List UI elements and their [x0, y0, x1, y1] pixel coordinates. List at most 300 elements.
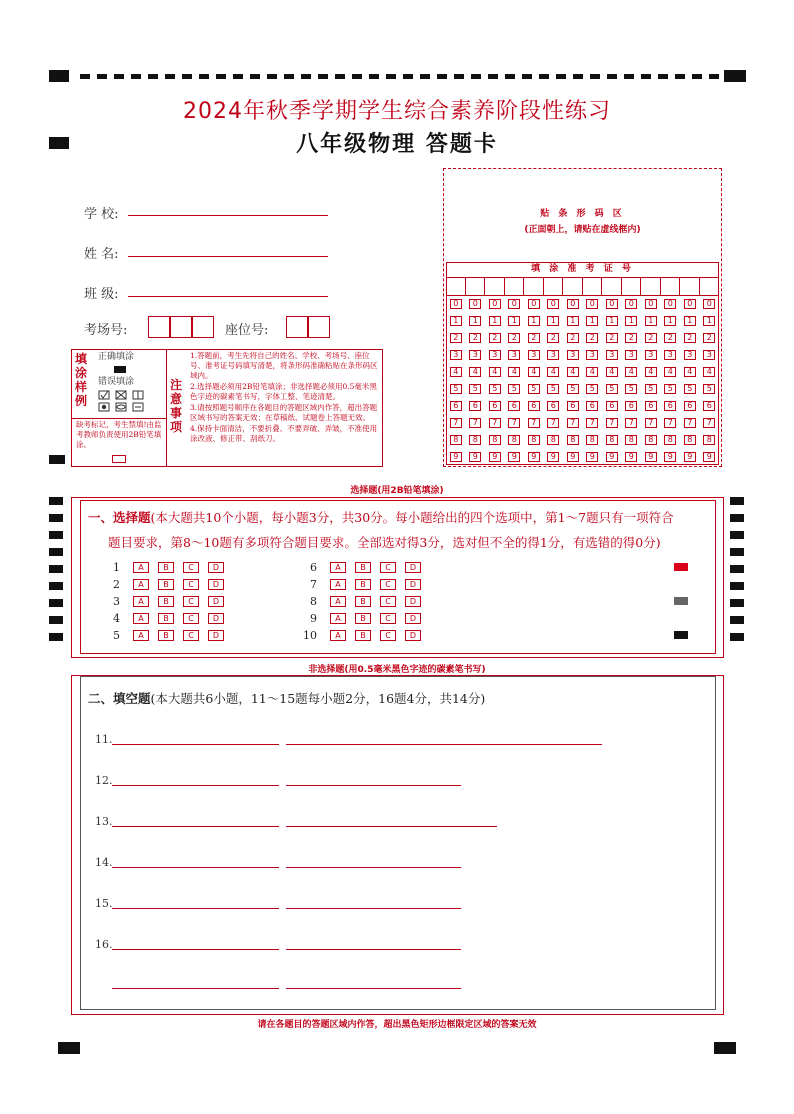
- right-timing-mark: [730, 599, 744, 607]
- exam-id-bubble[interactable]: 4: [547, 367, 559, 377]
- missing-note: 缺考标记，考生禁填!由监考教师负责使用2B铅笔填涂。: [76, 420, 162, 449]
- timing-dash: [420, 74, 430, 79]
- school-label: 学 校:: [84, 207, 119, 222]
- exam-id-cell[interactable]: [661, 278, 681, 296]
- option-bubble[interactable]: A: [330, 562, 346, 573]
- option-bubble[interactable]: C: [183, 596, 199, 607]
- timing-dash: [709, 74, 719, 79]
- blank-line[interactable]: [112, 988, 279, 989]
- left-timing-mark: [49, 514, 63, 522]
- exam-id-bubble[interactable]: 5: [547, 384, 559, 394]
- exam-id-bubble[interactable]: 9: [567, 452, 579, 462]
- exam-id-bubble[interactable]: 5: [684, 384, 696, 394]
- option-bubble[interactable]: A: [133, 630, 149, 641]
- option-bubble[interactable]: C: [380, 596, 396, 607]
- exam-id-bubble[interactable]: 6: [625, 401, 637, 411]
- exam-id-cell[interactable]: [700, 278, 720, 296]
- exam-id-cell[interactable]: [622, 278, 642, 296]
- exam-id-bubble[interactable]: 7: [547, 418, 559, 428]
- exam-id-bubble[interactable]: 1: [684, 316, 696, 326]
- exam-id-bubble[interactable]: 8: [606, 435, 618, 445]
- left-timing-mark: [49, 531, 63, 539]
- exam-id-bubble[interactable]: 8: [450, 435, 462, 445]
- timing-dash: [488, 74, 498, 79]
- exam-id-bubble[interactable]: 7: [469, 418, 481, 428]
- blank-line[interactable]: [112, 785, 279, 786]
- school-field[interactable]: [128, 215, 328, 216]
- option-bubble[interactable]: C: [183, 562, 199, 573]
- exam-id-bubble[interactable]: 2: [528, 333, 540, 343]
- page-subtitle: 八年级物理 答题卡: [296, 132, 498, 157]
- right-timing-mark: [730, 582, 744, 590]
- page-title: 2024年秋季学期学生综合素养阶段性练习: [183, 99, 611, 124]
- exam-id-bubble[interactable]: 9: [645, 452, 657, 462]
- exam-id-bubble[interactable]: 6: [508, 401, 520, 411]
- exam-id-bubble[interactable]: 6: [586, 401, 598, 411]
- option-bubble[interactable]: B: [355, 613, 371, 624]
- exam-id-bubble[interactable]: 0: [625, 299, 637, 309]
- sample-vdivider: [166, 349, 167, 467]
- exam-id-bubble[interactable]: 3: [508, 350, 520, 360]
- timing-dash: [352, 74, 362, 79]
- exam-id-bubble[interactable]: 9: [606, 452, 618, 462]
- timing-dash: [556, 74, 566, 79]
- exam-id-bubble[interactable]: 3: [528, 350, 540, 360]
- question-number: 8: [310, 595, 317, 608]
- exam-id-cell[interactable]: [505, 278, 525, 296]
- exam-id-bubble[interactable]: 2: [508, 333, 520, 343]
- exam-id-bubble[interactable]: 5: [469, 384, 481, 394]
- timing-dash: [369, 74, 379, 79]
- exam-id-bubble[interactable]: 9: [528, 452, 540, 462]
- left-timing-mark: [49, 548, 63, 556]
- option-bubble[interactable]: C: [380, 579, 396, 590]
- exam-id-bubble[interactable]: 9: [508, 452, 520, 462]
- timing-dash: [471, 74, 481, 79]
- exam-id-cell[interactable]: [602, 278, 622, 296]
- option-bubble[interactable]: D: [208, 596, 224, 607]
- question-number: 9: [310, 612, 317, 625]
- exam-id-bubble[interactable]: 2: [586, 333, 598, 343]
- exam-id-cell[interactable]: [446, 278, 466, 296]
- option-bubble[interactable]: C: [380, 630, 396, 641]
- corner-mark-top-left: [49, 70, 69, 82]
- exam-id-bubble[interactable]: 8: [586, 435, 598, 445]
- blank-line[interactable]: [112, 826, 279, 827]
- fill-desc: (本大题共6小题，11～15题每小题2分，16题4分，共14分): [150, 691, 486, 706]
- exam-id-bubble[interactable]: 6: [703, 401, 715, 411]
- exam-id-bubble[interactable]: 4: [489, 367, 501, 377]
- exam-id-bubble[interactable]: 6: [489, 401, 501, 411]
- exam-id-bubble[interactable]: 8: [664, 435, 676, 445]
- option-bubble[interactable]: A: [133, 562, 149, 573]
- notes-vertical-label: 注意事项: [170, 378, 183, 434]
- option-bubble[interactable]: D: [208, 613, 224, 624]
- exam-id-bubble[interactable]: 3: [664, 350, 676, 360]
- option-bubble[interactable]: B: [158, 562, 174, 573]
- exam-id-bubble[interactable]: 0: [645, 299, 657, 309]
- option-bubble[interactable]: D: [208, 579, 224, 590]
- option-bubble[interactable]: D: [405, 579, 421, 590]
- exam-id-bubble[interactable]: 1: [567, 316, 579, 326]
- exam-id-bubble[interactable]: 3: [684, 350, 696, 360]
- timing-dash: [182, 74, 192, 79]
- timing-dash: [301, 74, 311, 79]
- exam-id-bubble[interactable]: 6: [684, 401, 696, 411]
- timing-dash: [97, 74, 107, 79]
- exam-id-bubble[interactable]: 6: [567, 401, 579, 411]
- exam-id-bubble[interactable]: 1: [508, 316, 520, 326]
- exam-id-bubble[interactable]: 5: [528, 384, 540, 394]
- timing-dash: [641, 74, 651, 79]
- blank-line[interactable]: [112, 908, 279, 909]
- blank-line[interactable]: [286, 826, 497, 827]
- exam-id-bubble[interactable]: 0: [586, 299, 598, 309]
- option-bubble[interactable]: A: [330, 596, 346, 607]
- exam-id-bubble[interactable]: 4: [625, 367, 637, 377]
- exam-id-bubble[interactable]: 1: [547, 316, 559, 326]
- name-label: 姓 名:: [84, 247, 119, 262]
- exam-id-bubble[interactable]: 6: [606, 401, 618, 411]
- exam-id-bubble[interactable]: 9: [547, 452, 559, 462]
- exam-id-bubble[interactable]: 7: [664, 418, 676, 428]
- timing-dash: [318, 74, 328, 79]
- exam-id-bubble[interactable]: 8: [547, 435, 559, 445]
- notes-list: [190, 351, 380, 445]
- exam-id-bubble[interactable]: 7: [450, 418, 462, 428]
- missing-mark-box[interactable]: [112, 455, 126, 463]
- exam-id-cell[interactable]: [485, 278, 505, 296]
- question-number: 3: [113, 595, 120, 608]
- blank-line[interactable]: [286, 785, 461, 786]
- exam-id-bubble[interactable]: 9: [489, 452, 501, 462]
- exam-id-bubble[interactable]: 0: [528, 299, 540, 309]
- exam-id-bubble[interactable]: 4: [508, 367, 520, 377]
- exam-id-bubble[interactable]: 1: [703, 316, 715, 326]
- question-number: 10: [303, 629, 317, 642]
- exam-id-bubble[interactable]: 7: [606, 418, 618, 428]
- exam-id-bubble[interactable]: 6: [469, 401, 481, 411]
- exam-id-bubble[interactable]: 0: [489, 299, 501, 309]
- timing-dash: [148, 74, 158, 79]
- exam-id-bubble[interactable]: 7: [703, 418, 715, 428]
- exam-id-bubble[interactable]: 4: [528, 367, 540, 377]
- exam-id-bubble[interactable]: 6: [547, 401, 559, 411]
- timing-dash: [692, 74, 702, 79]
- room-box-2[interactable]: [170, 316, 192, 338]
- sample-divider: [71, 418, 167, 419]
- exam-id-bubble[interactable]: 9: [625, 452, 637, 462]
- timing-dash: [114, 74, 124, 79]
- blank-number: 12.: [95, 774, 113, 787]
- fill-title: 二、填空题: [88, 691, 151, 706]
- exam-id-bubble[interactable]: 7: [567, 418, 579, 428]
- level-mark: [674, 597, 688, 605]
- side-mark-left-2: [49, 455, 65, 464]
- exam-id-bubble[interactable]: 1: [489, 316, 501, 326]
- exam-id-bubble[interactable]: 8: [469, 435, 481, 445]
- corner-mark-bottom-right: [714, 1042, 736, 1054]
- seat-box-1[interactable]: [286, 316, 308, 338]
- fill-title-line: [88, 689, 485, 707]
- exam-id-bubble[interactable]: 6: [664, 401, 676, 411]
- exam-id-bubble[interactable]: 1: [664, 316, 676, 326]
- exam-id-bubble[interactable]: 6: [450, 401, 462, 411]
- exam-id-bubble[interactable]: 5: [645, 384, 657, 394]
- timing-dash: [607, 74, 617, 79]
- room-box-1[interactable]: [148, 316, 170, 338]
- timing-dash: [131, 74, 141, 79]
- footer-warning: 请在各题目的答题区域内作答，超出黑色矩形边框限定区域的答案无效: [257, 1020, 537, 1030]
- exam-id-bubble[interactable]: 3: [586, 350, 598, 360]
- class-field[interactable]: [128, 296, 328, 297]
- choice-section-header: 选择题(用2B铅笔填涂): [350, 486, 444, 496]
- option-bubble[interactable]: D: [405, 630, 421, 641]
- blank-number: 16.: [95, 938, 113, 951]
- exam-id-bubble[interactable]: 4: [586, 367, 598, 377]
- exam-id-cell[interactable]: [544, 278, 564, 296]
- exam-id-bubble[interactable]: 8: [567, 435, 579, 445]
- blank-line[interactable]: [286, 867, 461, 868]
- exam-id-bubble[interactable]: 5: [586, 384, 598, 394]
- choice-desc-line2: 题目要求，第8～10题有多项符合题目要求。全部选对得3分，选对但不全的得1分，有选错的得0分): [108, 535, 661, 550]
- exam-id-bubble[interactable]: 1: [645, 316, 657, 326]
- option-bubble[interactable]: A: [330, 613, 346, 624]
- option-bubble[interactable]: B: [355, 630, 371, 641]
- exam-id-bubble[interactable]: 0: [450, 299, 462, 309]
- exam-id-bubble[interactable]: 8: [645, 435, 657, 445]
- exam-id-cell[interactable]: [680, 278, 700, 296]
- exam-id-bubble[interactable]: 2: [547, 333, 559, 343]
- exam-id-bubble[interactable]: 0: [664, 299, 676, 309]
- option-bubble[interactable]: B: [158, 596, 174, 607]
- option-bubble[interactable]: B: [355, 596, 371, 607]
- exam-id-bubble[interactable]: 6: [528, 401, 540, 411]
- exam-id-bubble[interactable]: 8: [489, 435, 501, 445]
- exam-id-bubble[interactable]: 4: [567, 367, 579, 377]
- correct-fill-sample: [114, 366, 126, 373]
- exam-id-bubble[interactable]: 5: [567, 384, 579, 394]
- exam-id-bubble[interactable]: 3: [645, 350, 657, 360]
- exam-id-bubble[interactable]: 9: [703, 452, 715, 462]
- exam-id-bubble[interactable]: 5: [703, 384, 715, 394]
- exam-id-cell[interactable]: [466, 278, 486, 296]
- exam-id-bubble[interactable]: 0: [703, 299, 715, 309]
- blank-number: 11.: [95, 733, 113, 746]
- option-bubble[interactable]: D: [405, 562, 421, 573]
- exam-id-bubble[interactable]: 4: [645, 367, 657, 377]
- exam-id-bubble[interactable]: 8: [684, 435, 696, 445]
- timing-dash: [216, 74, 226, 79]
- question-number: 7: [310, 578, 317, 591]
- option-bubble[interactable]: B: [158, 630, 174, 641]
- timing-dash: [165, 74, 175, 79]
- wrong-fill-icon: [98, 390, 168, 414]
- exam-id-cell[interactable]: [524, 278, 544, 296]
- exam-id-write-cells[interactable]: [446, 278, 719, 296]
- exam-id-bubble[interactable]: 9: [664, 452, 676, 462]
- exam-id-bubble[interactable]: 7: [684, 418, 696, 428]
- corner-mark-top-right: [724, 70, 746, 82]
- exam-id-bubble[interactable]: 1: [586, 316, 598, 326]
- exam-id-bubble[interactable]: 2: [645, 333, 657, 343]
- right-timing-mark: [730, 497, 744, 505]
- barcode-note: (正面朝上，请贴在虚线框内): [524, 225, 641, 235]
- blank-number: 13.: [95, 815, 113, 828]
- timing-dash: [522, 74, 532, 79]
- exam-id-bubble[interactable]: 4: [606, 367, 618, 377]
- exam-id-bubble[interactable]: 2: [664, 333, 676, 343]
- exam-id-bubble[interactable]: 0: [684, 299, 696, 309]
- exam-id-bubble[interactable]: 8: [528, 435, 540, 445]
- exam-id-bubble[interactable]: 8: [703, 435, 715, 445]
- blank-line[interactable]: [286, 908, 461, 909]
- exam-id-bubble[interactable]: 0: [469, 299, 481, 309]
- exam-id-bubble[interactable]: 2: [606, 333, 618, 343]
- exam-id-bubble[interactable]: 9: [586, 452, 598, 462]
- option-bubble[interactable]: C: [183, 630, 199, 641]
- exam-id-bubble[interactable]: 3: [625, 350, 637, 360]
- exam-id-bubble[interactable]: 1: [606, 316, 618, 326]
- exam-id-bubble[interactable]: 0: [567, 299, 579, 309]
- exam-id-cell[interactable]: [563, 278, 583, 296]
- option-bubble[interactable]: A: [133, 613, 149, 624]
- exam-id-bubble[interactable]: 5: [664, 384, 676, 394]
- option-bubble[interactable]: D: [208, 630, 224, 641]
- exam-id-bubble[interactable]: 1: [469, 316, 481, 326]
- room-box-3[interactable]: [192, 316, 214, 338]
- timing-dash: [80, 74, 90, 79]
- timing-dash: [539, 74, 549, 79]
- note-item: 2.选择题必须用2B铅笔填涂；非选择题必须用0.5毫米黑色字迹的碳素笔书写，字体工整、笔迹清楚。: [190, 382, 377, 401]
- timing-dash: [658, 74, 668, 79]
- right-timing-mark: [730, 514, 744, 522]
- blank-line[interactable]: [286, 988, 461, 989]
- exam-id-bubble[interactable]: 0: [508, 299, 520, 309]
- exam-id-bubble[interactable]: 5: [450, 384, 462, 394]
- exam-id-bubble[interactable]: 0: [606, 299, 618, 309]
- option-bubble[interactable]: C: [183, 579, 199, 590]
- blank-line[interactable]: [112, 949, 279, 950]
- exam-id-bubble[interactable]: 2: [703, 333, 715, 343]
- exam-id-bubble[interactable]: 2: [489, 333, 501, 343]
- exam-id-bubble[interactable]: 2: [684, 333, 696, 343]
- exam-id-bubble[interactable]: 5: [508, 384, 520, 394]
- exam-id-bubble[interactable]: 2: [567, 333, 579, 343]
- timing-dash: [675, 74, 685, 79]
- exam-id-cell[interactable]: [641, 278, 661, 296]
- timing-dash: [233, 74, 243, 79]
- exam-id-bubble[interactable]: 9: [684, 452, 696, 462]
- exam-id-title: 填 涂 准 考 证 号: [446, 262, 719, 278]
- exam-id-bubble[interactable]: 4: [450, 367, 462, 377]
- option-bubble[interactable]: D: [405, 596, 421, 607]
- blank-number: 15.: [95, 897, 113, 910]
- exam-id-bubble[interactable]: 3: [469, 350, 481, 360]
- exam-id-bubble[interactable]: 7: [489, 418, 501, 428]
- option-bubble[interactable]: A: [330, 579, 346, 590]
- option-bubble[interactable]: D: [405, 613, 421, 624]
- exam-id-bubble[interactable]: 8: [625, 435, 637, 445]
- exam-id-bubble[interactable]: 1: [450, 316, 462, 326]
- blank-line[interactable]: [286, 744, 602, 745]
- option-bubble[interactable]: B: [355, 579, 371, 590]
- exam-id-bubble[interactable]: 2: [469, 333, 481, 343]
- exam-id-bubble[interactable]: 5: [489, 384, 501, 394]
- exam-id-bubble[interactable]: 6: [645, 401, 657, 411]
- option-bubble[interactable]: C: [380, 613, 396, 624]
- timing-dash: [199, 74, 209, 79]
- exam-id-bubble[interactable]: 4: [684, 367, 696, 377]
- exam-id-bubble[interactable]: 1: [528, 316, 540, 326]
- name-field[interactable]: [128, 256, 328, 257]
- blank-line[interactable]: [112, 744, 279, 745]
- exam-id-bubble[interactable]: 7: [528, 418, 540, 428]
- option-bubble[interactable]: A: [133, 596, 149, 607]
- exam-id-bubble[interactable]: 0: [547, 299, 559, 309]
- option-bubble[interactable]: C: [183, 613, 199, 624]
- fill-inner-frame: [80, 676, 716, 1010]
- room-label: 考场号:: [84, 323, 128, 338]
- exam-id-bubble[interactable]: 7: [625, 418, 637, 428]
- blank-line[interactable]: [286, 949, 461, 950]
- exam-id-bubble[interactable]: 5: [625, 384, 637, 394]
- option-bubble[interactable]: A: [330, 630, 346, 641]
- exam-id-bubble[interactable]: 3: [450, 350, 462, 360]
- exam-id-bubble[interactable]: 3: [567, 350, 579, 360]
- right-timing-mark: [730, 616, 744, 624]
- exam-id-bubble[interactable]: 3: [703, 350, 715, 360]
- option-bubble[interactable]: C: [380, 562, 396, 573]
- exam-id-bubble[interactable]: 7: [586, 418, 598, 428]
- timing-dash: [386, 74, 396, 79]
- exam-id-bubble[interactable]: 2: [625, 333, 637, 343]
- exam-id-bubble[interactable]: 2: [450, 333, 462, 343]
- exam-id-bubble[interactable]: 1: [625, 316, 637, 326]
- timing-dash: [573, 74, 583, 79]
- exam-id-bubble[interactable]: 7: [645, 418, 657, 428]
- option-bubble[interactable]: D: [208, 562, 224, 573]
- right-timing-mark: [730, 633, 744, 641]
- exam-id-bubble[interactable]: 9: [450, 452, 462, 462]
- seat-box-2[interactable]: [308, 316, 330, 338]
- exam-id-bubble[interactable]: 8: [508, 435, 520, 445]
- exam-id-bubble[interactable]: 3: [606, 350, 618, 360]
- option-bubble[interactable]: B: [158, 579, 174, 590]
- timing-dash: [624, 74, 634, 79]
- exam-id-bubble[interactable]: 7: [508, 418, 520, 428]
- left-timing-mark: [49, 497, 63, 505]
- left-timing-mark: [49, 599, 63, 607]
- blank-line[interactable]: [112, 867, 279, 868]
- exam-id-bubble[interactable]: 4: [664, 367, 676, 377]
- exam-id-bubble[interactable]: 5: [606, 384, 618, 394]
- question-number: 1: [113, 561, 120, 574]
- timing-dash: [590, 74, 600, 79]
- exam-id-bubble[interactable]: 9: [469, 452, 481, 462]
- option-bubble[interactable]: B: [158, 613, 174, 624]
- option-bubble[interactable]: B: [355, 562, 371, 573]
- exam-id-bubble[interactable]: 3: [489, 350, 501, 360]
- note-item: 4.保持卡面清洁，不要折叠、不要弄破、弄皱，不准使用涂改液、修正带、刮纸刀。: [190, 424, 378, 443]
- option-bubble[interactable]: A: [133, 579, 149, 590]
- exam-id-bubble[interactable]: 4: [469, 367, 481, 377]
- exam-id-bubble[interactable]: 3: [547, 350, 559, 360]
- exam-id-cell[interactable]: [583, 278, 603, 296]
- question-number: 4: [113, 612, 120, 625]
- choice-desc-1: (本大题共10个小题，每小题3分，共30分。每小题给出的四个选项中，第1～7题只有一项符合: [150, 510, 674, 525]
- exam-id-bubble[interactable]: 4: [703, 367, 715, 377]
